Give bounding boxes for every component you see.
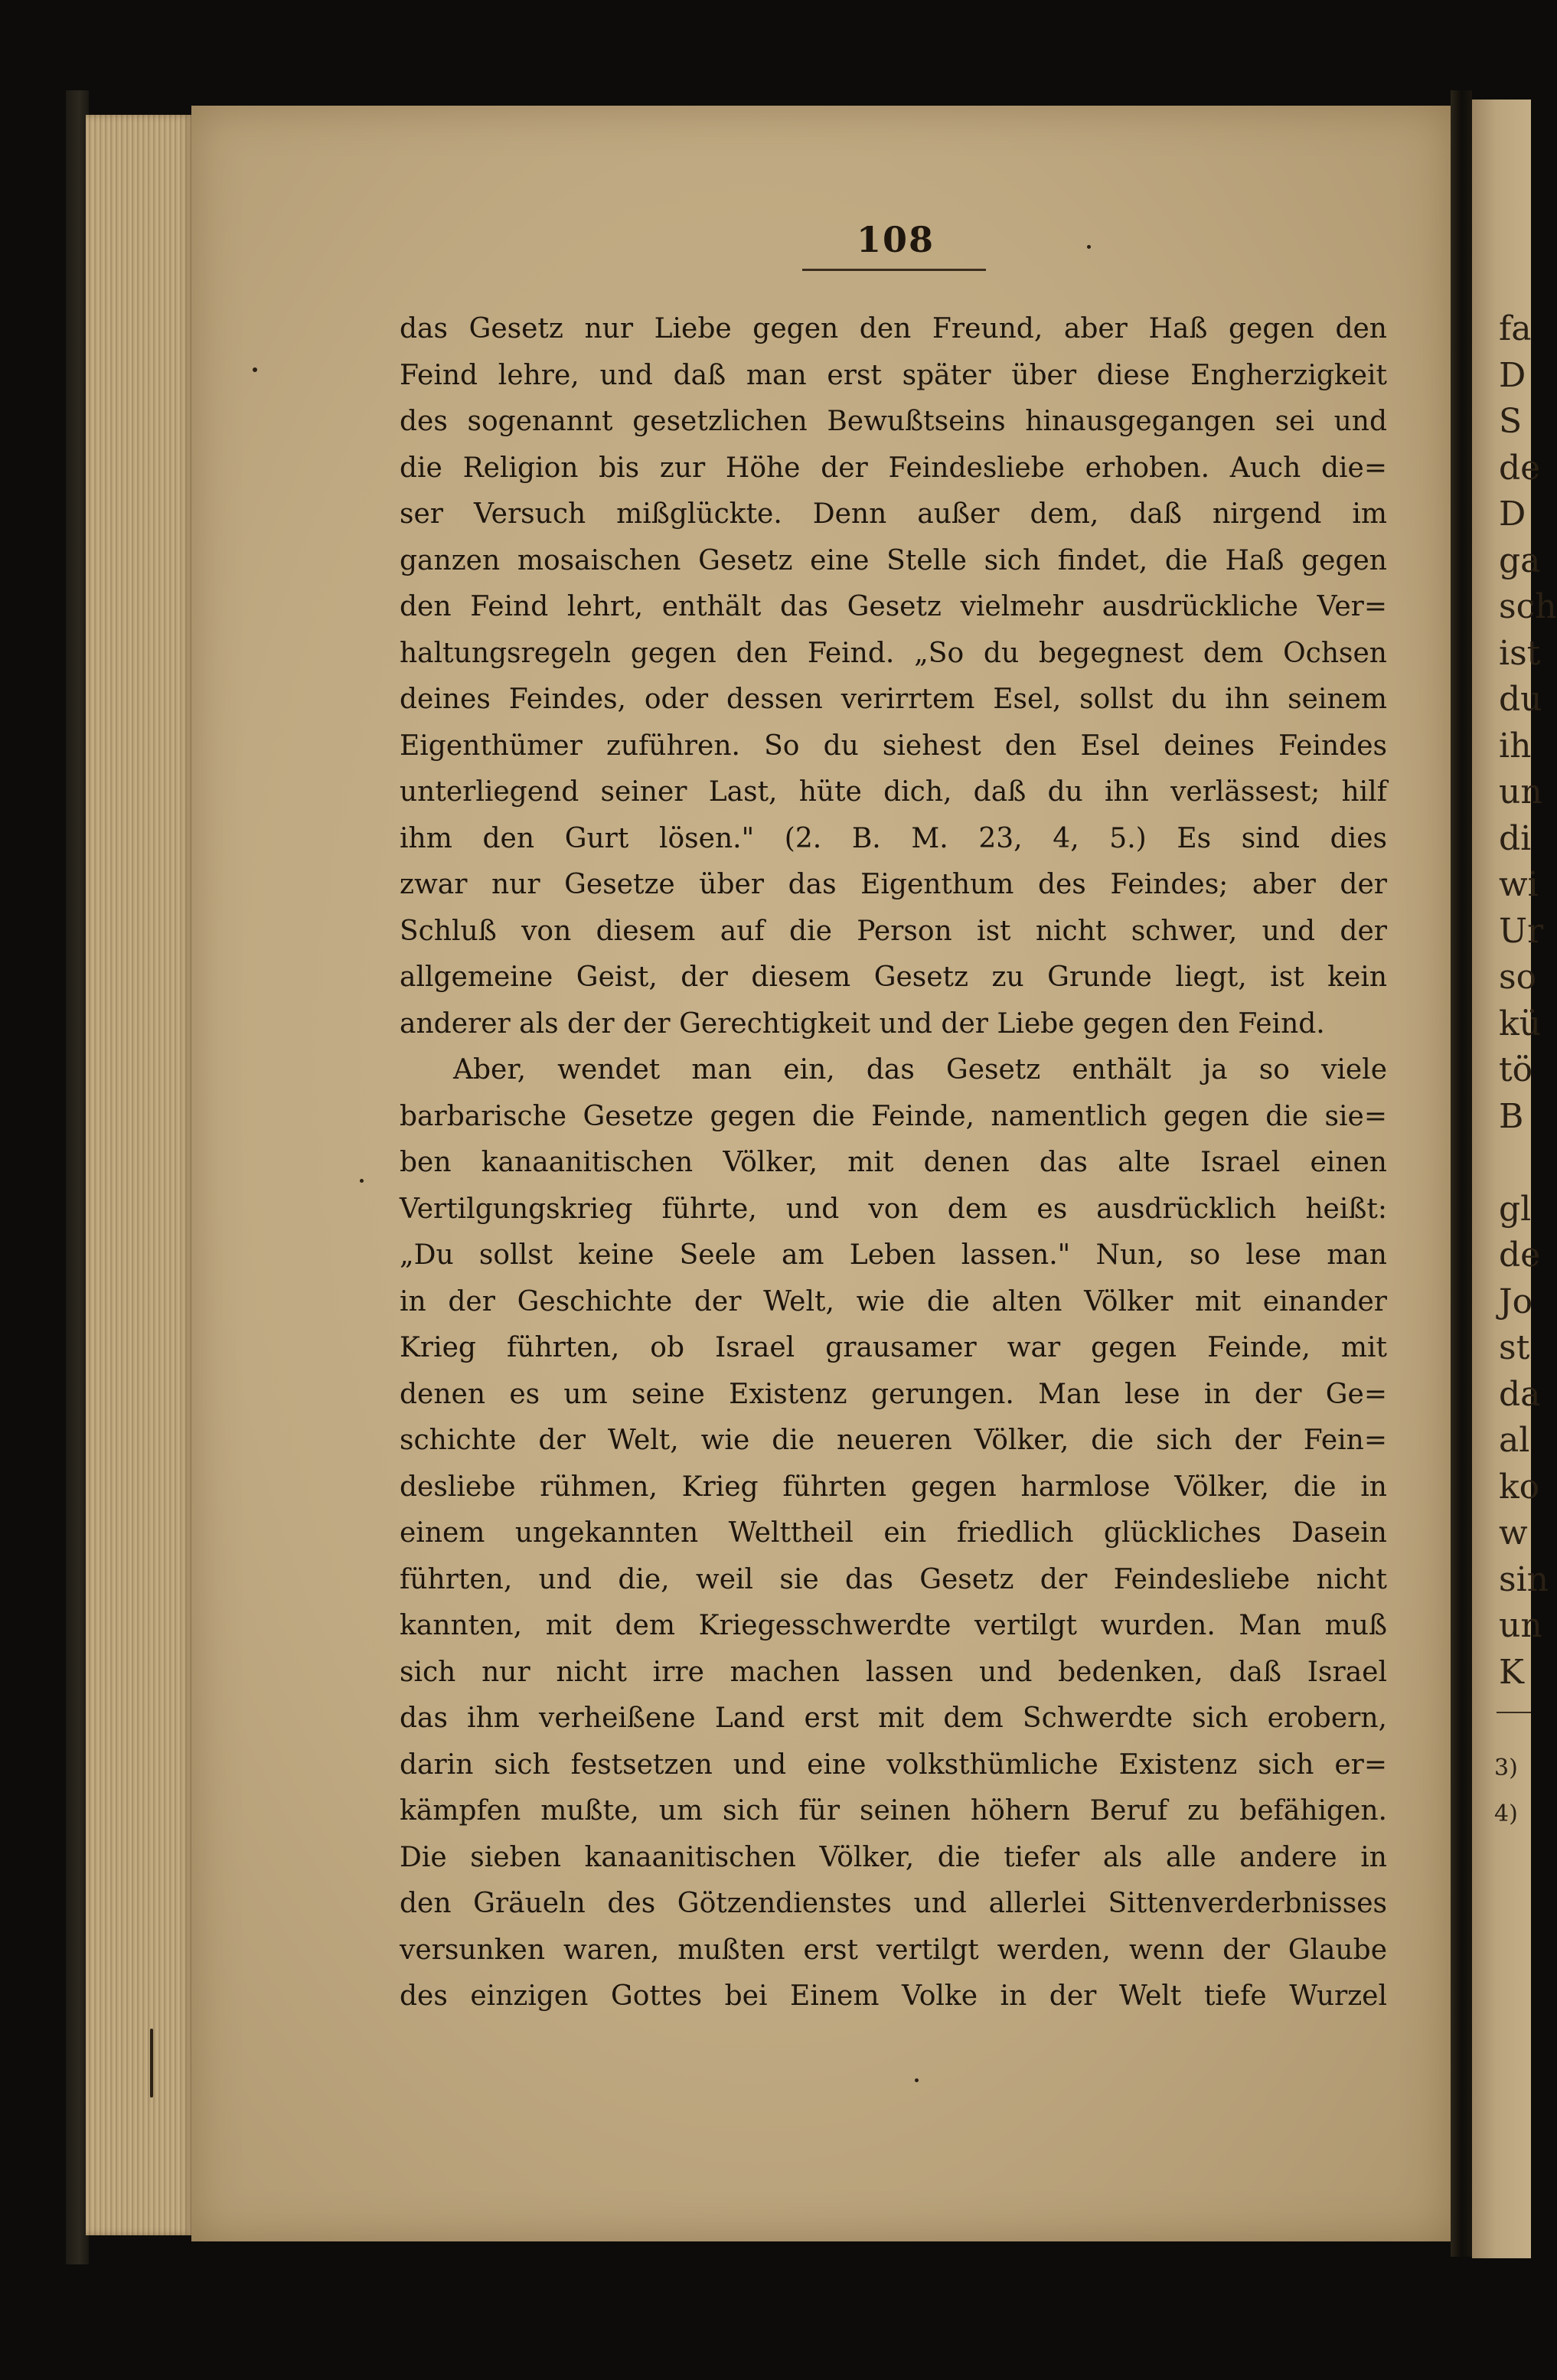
text-line: darin sich festsetzen und eine volksthümliche Existenz sich er= [400,1748,1387,1781]
text-line: versunken waren, mußten erst vertilgt werden, wenn der Glaube [400,1934,1387,1966]
text-line: den Gräueln des Götzendienstes und allerlei Sittenverderbnisses [400,1888,1387,1919]
facing-page-fragment: wi [1499,865,1539,904]
facing-page-fragment: ga [1499,540,1541,580]
paper-speck [253,367,257,372]
facing-page-fragment: de [1499,1236,1541,1275]
facing-page-fragment: de [1499,448,1541,488]
facing-page-fragment: sch [1499,587,1557,626]
text-line: ben kanaanitischen Völker, mit denen das alte Israel einen [400,1147,1387,1178]
text-line: Krieg führten, ob Israel grausamer war gegen Feinde, mit [400,1332,1387,1363]
text-line: deines Feindes, oder dessen verirrtem Esel, sollst du ihn seinem [400,684,1387,715]
facing-page-fragment: ih [1499,726,1532,766]
facing-page-fragment: D [1499,495,1526,534]
facing-page-fragment: al [1499,1421,1530,1460]
facing-page-fragment: K [1499,1652,1524,1692]
text-line: kämpfen mußte, um sich für seinen höhern Beruf zu befähigen. [400,1795,1387,1827]
facing-page-fragment: du [1499,680,1542,719]
facing-page-fragment: tö [1499,1050,1533,1089]
text-line: denen es um seine Existenz gerungen. Man lese in der Ge= [400,1378,1387,1410]
facing-page-fragment: Ur [1499,911,1544,951]
text-line: ihm den Gurt lösen." (2. B. M. 23, 4, 5.) Es sind dies [400,822,1387,854]
text-line: führten, und die, weil sie das Gesetz der Feindesliebe nicht [400,1563,1387,1595]
paper-speck [360,1179,364,1183]
text-line: ser Versuch mißglückte. Denn außer dem, daß nirgend im [400,498,1387,530]
facing-page-fragment: w [1499,1513,1528,1552]
text-line: das ihm verheißene Land erst mit dem Schwerdte sich erobern, [400,1703,1387,1734]
paper-speck [150,2029,153,2098]
text-line: Die sieben kanaanitischen Völker, die tiefer als alle andere in [400,1841,1387,1873]
facing-page-footnotes [1494,1745,1531,1837]
facing-page-fragment: Jo [1499,1281,1533,1321]
facing-page-text [1499,306,1557,1696]
text-line: Eigenthümer zuführen. So du siehest den Esel deines Feindes [400,730,1387,762]
facing-page-fragment: ist [1499,633,1541,673]
facing-page-fragment: S [1499,402,1523,441]
facing-page-fragment: di [1499,818,1532,858]
text-line: kannten, mit dem Kriegesschwerdte vertilgt wurden. Man muß [400,1610,1387,1641]
paper-speck [915,2078,919,2082]
text-line: Aber, wendet man ein, das Gesetz enthält ja so viele [453,1054,1387,1086]
facing-page-fragment: B [1499,1096,1524,1136]
text-line: desliebe rühmen, Krieg führten gegen harmlose Völker, die in [400,1471,1387,1503]
facing-page-fragment: ko [1499,1467,1540,1507]
facing-page-footnote-rule [1497,1712,1531,1713]
text-line: den Feind lehrt, enthält das Gesetz vielmehr ausdrückliche Ver= [400,591,1387,622]
page-number-rule [802,269,986,271]
text-line: das Gesetz nur Liebe gegen den Freund, aber Haß gegen den [400,313,1387,344]
page-edges [86,115,193,2235]
text-line: haltungsregeln gegen den Feind. „So du begegnest dem Ochsen [400,637,1387,669]
text-line: in der Geschichte der Welt, wie die alten Völker mit einander [400,1285,1387,1317]
facing-page-fragment: fa [1499,309,1532,348]
text-line: zwar nur Gesetze über das Eigenthum des Feindes; aber der [400,869,1387,900]
text-line: „Du sollst keine Seele am Leben lassen." Nun, so lese man [400,1239,1387,1271]
text-line: einem ungekannten Welttheil ein friedlich glückliches Dasein [400,1517,1387,1549]
facing-page-fragment: un [1499,772,1542,811]
text-line: schichte der Welt, wie die neueren Völker, die sich der Fein= [400,1425,1387,1456]
facing-page-fragment: st [1499,1328,1530,1367]
page-body-text [400,306,1387,2020]
facing-page-fragment: D [1499,355,1526,395]
text-line: ganzen mosaischen Gesetz eine Stelle sich findet, die Haß gegen [400,544,1387,576]
text-line: Feind lehre, und daß man erst später über diese Engherzigkeit [400,359,1387,391]
facing-page-footnote-mark: 4) [1494,1801,1518,1827]
facing-page-fragment [1499,1140,1531,1187]
text-line: Vertilgungskrieg führte, und von dem es ausdrücklich heißt: [400,1193,1387,1225]
book-gutter [1451,90,1472,2257]
text-line: sich nur nicht irre machen lassen und bedenken, daß Israel [400,1656,1387,1688]
text-line: die Religion bis zur Höhe der Feindesliebe erhoben. Auch die= [400,452,1387,484]
text-line: allgemeine Geist, der diesem Gesetz zu Grunde liegt, ist kein [400,961,1387,993]
facing-page-fragment: gl [1499,1189,1532,1229]
text-line: des einzigen Gottes bei Einem Volke in der Welt tiefe Wurzel [400,1980,1387,2012]
paper-speck [1087,245,1091,249]
text-line: Schluß von diesem auf die Person ist nicht schwer, und der [400,915,1387,947]
facing-page-footnote-mark: 3) [1494,1755,1518,1781]
facing-page-fragment: da [1499,1374,1541,1414]
facing-page-fragment: so [1499,958,1537,997]
facing-page-fragment: un [1499,1606,1542,1645]
facing-page-fragment: kü [1499,1004,1541,1043]
text-line: barbarische Gesetze gegen die Feinde, namentlich gegen die sie= [400,1100,1387,1132]
text-line: unterliegend seiner Last, hüte dich, daß du ihn verlässest; hilf [400,776,1387,808]
text-line: anderer als der der Gerechtigkeit und der Liebe gegen den Feind. [400,1007,1325,1040]
facing-page-fragment: sin [1499,1559,1549,1599]
text-line: des sogenannt gesetzlichen Bewußtseins hinausgegangen sei und [400,406,1387,437]
page-number: 108 [856,219,935,260]
